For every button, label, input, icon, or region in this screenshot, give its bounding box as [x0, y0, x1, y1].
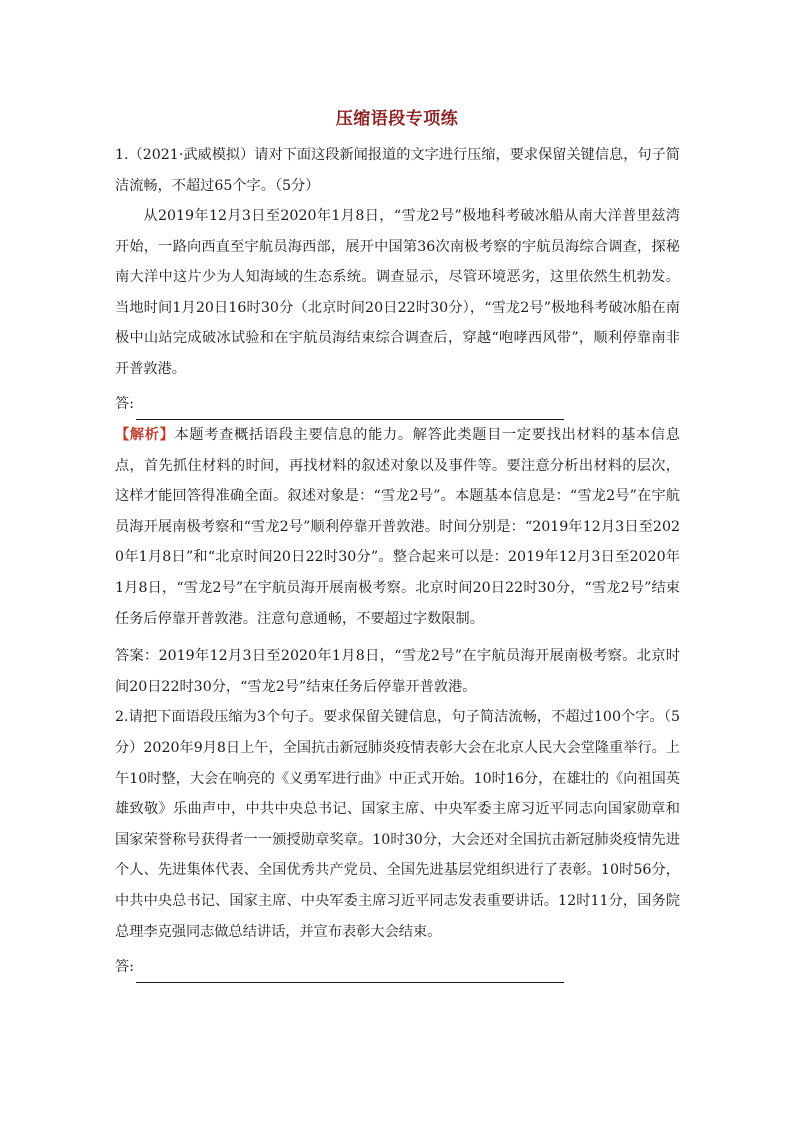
answer-label: 答:: [115, 396, 134, 412]
question-1-prompt: 1.（2021·武威模拟）请对下面这段新闻报道的文字进行压缩，要求保留关键信息，句子简洁流畅，不超过65个字。（5分）: [115, 147, 680, 194]
question-2-prompt: 2.请把下面语段压缩为3个句子。要求保留关键信息，句子简洁流畅，不超过100个字。（5分）: [115, 709, 680, 756]
analysis-tag: 【解析】: [115, 427, 175, 443]
question-1-passage: 从2019年12月3日至2020年1月8日，“雪龙2号”极地科考破冰船从南大洋普里兹湾开始，一路向西直至宇航员海西部，展开中国第36次南极考察的宇航员海综合调查，探秘南大洋中这片少为人知海域的生态系统。调查显示，尽管环境恶劣，这里依然生机勃发。当地时间1月20日16时30分（北京时间20日22时30分），“雪龙2号”极地科考破冰船在南极中山站完成破冰试验和在宇航员海结束综合调查后，穿越“咆哮西风带”，顺利停靠南非开普敦港。: [115, 208, 680, 377]
question-1-answer-line: [115, 389, 680, 420]
question-1-analysis: [115, 420, 680, 634]
question-2-passage: 2020年9月8日上午，全国抗击新冠肺炎疫情表彰大会在北京人民大会堂隆重举行。上午10时整，大会在响亮的《义勇军进行曲》中正式开始。10时16分，在雄壮的《向祖国英雄致敬》乐曲声中，中共中央总书记、国家主席、中央军委主席习近平同志向国家勋章和国家荣誉称号获得者一一颁授勋章奖章。10时30分，大会还对全国抗击新冠肺炎疫情先进个人、先进集体代表、全国优秀共产党员、全国先进基层党组织进行了表彰。10时56分，中共中央总书记、国家主席、中央军委主席习近平同志发表重要讲话。12时11分，国务院总理李克强同志做总结讲话，并宣布表彰大会结束。: [115, 740, 680, 940]
answer-label: 答:: [115, 959, 134, 975]
analysis-text: 本题考查概括语段主要信息的能力。解答此类题目一定要找出材料的基本信息点，首先抓住材料的时间，再找材料的叙述对象以及事件等。要注意分析出材料的层次，这样才能回答得准确全面。叙述对象是：“雪龙2号”。本题基本信息是：“雪龙2号”在宇航员海开展南极考察和“雪龙2号”顺利停靠开普敦港。时间分别是：“2019年12月3日至2020年1月8日”和“北京时间20日22时30分”。整合起来可以是：2019年12月3日至2020年1月8日，“雪龙2号”在宇航员海开展南极考察。北京时间20日22时30分，“雪龙2号”结束任务后停靠开普敦港。注意句意通畅，不要超过字数限制。: [115, 427, 680, 627]
question-2-answer-line: [115, 952, 680, 983]
question-1-answer: 答案：2019年12月3日至2020年1月8日，“雪龙2号”在宇航员海开展南极考察。北京时间20日22时30分，“雪龙2号”结束任务后停靠开普敦港。: [115, 648, 680, 695]
answer-blank-rule: [136, 964, 564, 983]
answer-blank-rule: [136, 401, 564, 420]
page-title: 压缩语段专项练: [335, 109, 459, 129]
